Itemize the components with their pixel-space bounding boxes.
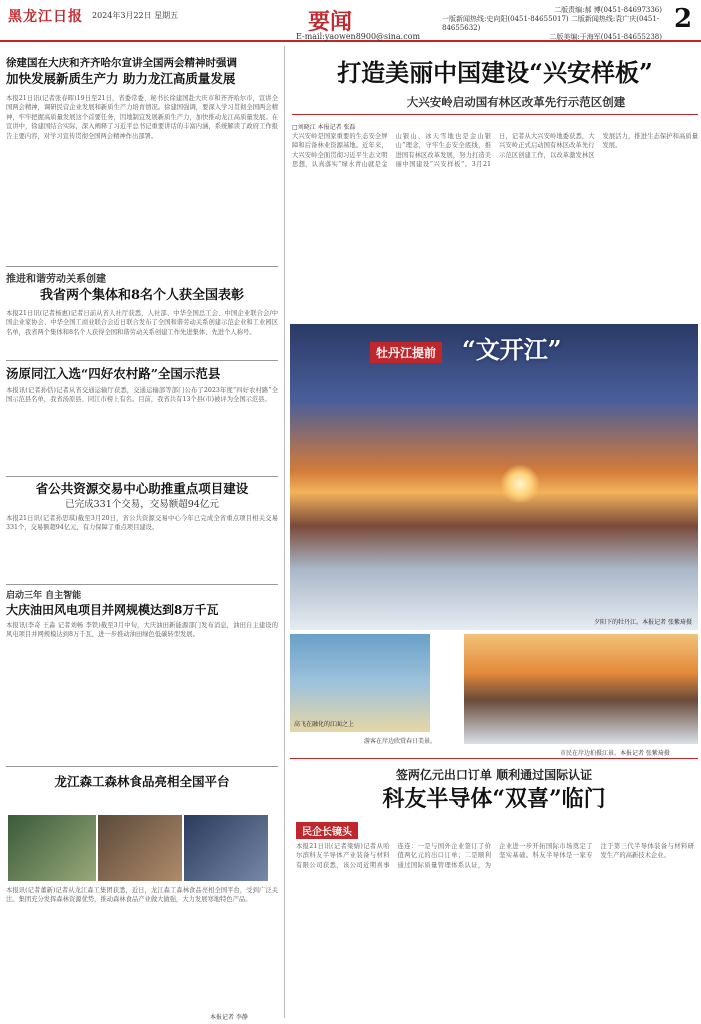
divider — [6, 476, 278, 477]
article-6-body: 本报讯(记者董新)记者从龙江森工集团获悉，近日，龙江森工森林食品亮相全国平台，受到广泛关注。集团充分发挥森林资源优势，推动森林食品产业做大做强，大力发展寒地特色产品。 — [6, 887, 278, 904]
article-3 — [6, 364, 278, 468]
article-5-kicker: 启动三年 自主智能 — [6, 591, 82, 601]
bottom-rule — [290, 758, 698, 759]
article-1-title-1: 徐建国在大庆和齐齐哈尔宣讲全国两会精神时强调 — [6, 57, 237, 69]
section-title: 要闻 — [308, 9, 353, 35]
bottom-headline: 科友半导体“双喜”临门 — [382, 786, 606, 812]
main-byline: □刘晓江 本报记者 张磊 — [292, 124, 356, 131]
food-photo-1 — [8, 815, 96, 881]
bottom-body: 本报21日讯(记者梁婧)记者从哈尔滨科友半导体产业装备与材料有限公司获悉，该公司近期喜事连连：一是与国外企业签订了价值两亿元的出口订单；二是顺利通过国际质量管理体系认证，为企业进一步开拓国际市场奠定了坚实基础。科友半导体是一家专注于第三代半导体装备与材料研发生产的高新技术企业。 — [296, 843, 694, 869]
article-1-title-2: 加快发展新质生产力 助力龙江高质量发展 — [6, 71, 236, 86]
main-photo-caption: 夕阳下的牡丹江。本报记者 张紫琦摄 — [594, 619, 692, 626]
main-body: 大兴安岭是国家重要的生态安全屏障和后备林业资源基地。近年来，大兴安岭全面贯彻习近平生态文明思想，认真落实“绿水青山就是金山银山、冰天雪地也是金山银山”理念，守牢生态安全底线，推进国有林区改革发展，努力打造美丽中国建设“兴安样板”。3月21日，记者从大兴安岭地委获悉，大兴安岭正式启动国有林区改革先行示范区创建工作，以改革激发林区发展活力，推进生态保护和高质量发展。 — [292, 133, 698, 169]
article-1 — [6, 56, 278, 252]
article-6-byline: 本报记者 李静 — [210, 1014, 248, 1021]
divider — [6, 266, 278, 267]
article-2-title: 我省两个集体和8名个人获全国表彰 — [39, 288, 245, 303]
hotline-line-1: 二版责编:郝 博(0451-84697336) — [554, 6, 662, 14]
hotline-line-2: 一版新闻热线:史向阳(0451-84655017) 二版新闻热线:袁广庆(0451-84655632) — [442, 15, 660, 32]
river-sunset-photo — [290, 324, 698, 630]
hotline-line-3: 二版美编:于海军(0451-84655238) — [549, 33, 662, 41]
article-1-body: 本报21日讯(记者张春晖)19日至21日，省委常委、秘书长徐建国赴大庆市和齐齐哈尔市，宣讲全国两会精神，调研民营企业发展和新质生产力培育情况。徐建国强调，要深入学习贯彻全国两会精神，牢牢把握高质量发展这个首要任务，因地制宜发展新质生产力，加快推动龙江高质量发展。在宣讲中，徐建国结合实际，深入阐释了习近平总书记重要讲话的丰富内涵，系统解读了政府工作报告主要内容，对学习宣传贯彻全国两会精神作出部署。 — [6, 95, 278, 140]
hotline-block — [442, 6, 662, 42]
badge-kicker: 牡丹江提前 — [370, 342, 442, 363]
badge-title: “文开江” — [462, 335, 562, 364]
article-2-body: 本报21日讯(记者杨惠)记者日前从省人社厅获悉，人社部、中华全国总工会、中国企业联合会/中国企业家协会、中华全国工商业联合会近日联合发布了全国和谐劳动关系创建示范企业和工业园区名单，我省两个集体和8名个人获得全国和谐劳动关系创建工作先进集体、先进个人称号。 — [6, 310, 278, 336]
headline-rule — [292, 114, 698, 115]
divider — [6, 766, 278, 767]
masthead — [0, 0, 701, 42]
divider — [6, 584, 278, 585]
riverside-photo — [464, 634, 698, 744]
article-4-body: 本报21日讯(记者孙思琪)截至3月20日，省公共资源交易中心今年已完成全省重点项目相关交易331个，交易额超94亿元，有力保障了重点项目建设。 — [6, 515, 278, 532]
divider — [6, 360, 278, 361]
article-6-title: 龙江森工森林食品亮相全国平台 — [54, 774, 230, 789]
article-2-kicker: 推进和谐劳动关系创建 — [6, 274, 106, 285]
column-tag: 民企长镜头 — [296, 822, 358, 839]
article-5-title: 大庆油田风电项目并网规模达到8万千瓦 — [6, 603, 219, 617]
article-4 — [6, 480, 278, 578]
newspaper-logo: 黑龙江日报 — [8, 9, 83, 25]
riverside-photo-caption: 市民在岸边拍摄江景。本报记者 张紫琦摄 — [560, 750, 670, 757]
article-6 — [6, 770, 278, 794]
article-3-title: 汤原同江入选“四好农村路”全国示范县 — [6, 366, 221, 381]
sun-glow — [500, 464, 540, 504]
column-divider — [284, 46, 285, 1018]
article-3-body: 本报讯(记者孙恬)记者从省交通运输厅获悉，交通运输部等部门公布了2023年度“四好农村路”全国示范县名单，我省汤原县、同江市榜上有名。目前，我省共有13个县(市)被评为全国示范县。 — [6, 387, 278, 404]
photo-title-badge — [370, 328, 620, 370]
main-subtitle: 大兴安岭启动国有林区改革先行示范区创建 — [406, 95, 626, 109]
food-photo-3 — [184, 815, 268, 881]
article-5 — [6, 588, 278, 765]
bottom-kicker: 签两亿元出口订单 顺利通过国际认证 — [395, 768, 593, 782]
visitors-photo-label: 高飞在融化的江面之上 — [294, 721, 355, 728]
visitors-photo-caption: 游客在岸边欣赏春日美景。 — [364, 738, 437, 745]
page-number: 2 — [674, 4, 693, 34]
article-2 — [6, 270, 278, 367]
article-4-title: 省公共资源交易中心助推重点项目建设 — [35, 481, 249, 496]
visitors-photo — [290, 634, 430, 732]
food-photo-2 — [98, 815, 182, 881]
issue-date: 2024年3月22日 星期五 — [92, 11, 179, 20]
main-headline: 打造美丽中国建设“兴安样板” — [337, 58, 653, 87]
inset-article — [432, 634, 460, 732]
article-5-body: 本报讯(李奇 王淼 记者刘畅 李铁)截至3月中旬，大庆油田新能源部门发布消息，油田自主建设的风电项目并网规模达到8万千瓦，进一步推动油田绿色低碳转型发展。 — [6, 622, 278, 639]
section-email: E-mail:yaowen8900@sina.com — [296, 32, 421, 41]
article-4-subtitle: 已完成331个交易，交易额超94亿元 — [65, 499, 219, 510]
